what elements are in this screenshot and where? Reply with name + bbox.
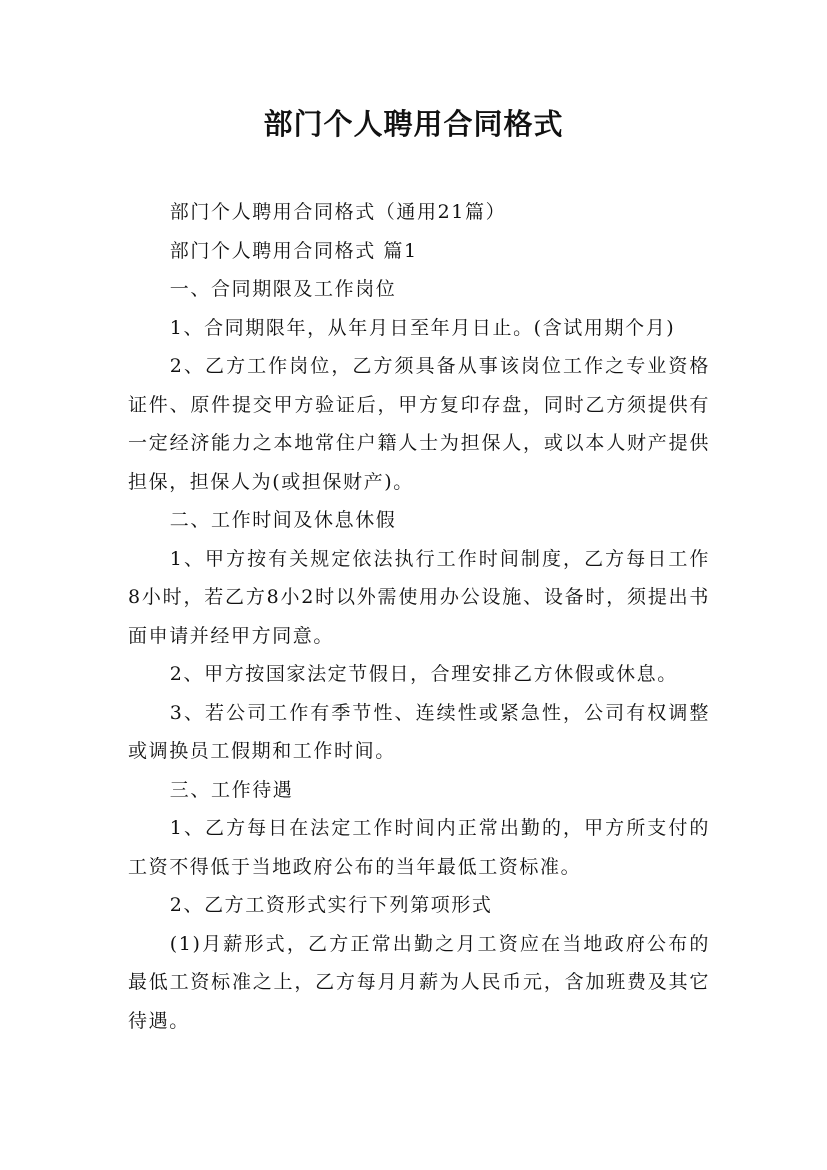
section-heading-1: 一、合同期限及工作岗位 <box>169 278 397 300</box>
paragraph-2-3: 3、若公司工作有季节性、连续性或紧急性，公司有权调整或调换员工假期和工作时间。 <box>128 701 710 762</box>
paragraph-3-2: 2、乙方工资形式实行下列第项形式 <box>169 894 493 916</box>
paragraph-subtitle: 部门个人聘用合同格式（通用21篇） <box>169 201 507 223</box>
paragraph-2-1: 1、甲方按有关规定依法执行工作时间制度，乙方每日工作8小时，若乙方8小2时以外需使用办公设施、设备时，须提出书面申请并经甲方同意。 <box>128 547 710 647</box>
paragraph-3-2-1: (1)月薪形式，乙方正常出勤之月工资应在当地政府公布的最低工资标准之上，乙方每月月薪为人民币元，含加班费及其它待遇。 <box>128 932 710 1032</box>
section-heading-3: 三、工作待遇 <box>169 778 294 801</box>
paragraph-1-1: 1、合同期限年，从年月日至年月日止。(含试用期个月) <box>169 316 676 339</box>
section-heading-2: 二、工作时间及休息休假 <box>169 509 397 531</box>
paragraph-article-heading: 部门个人聘用合同格式 篇1 <box>169 239 418 262</box>
paragraph-3-1: 1、乙方每日在法定工作时间内正常出勤的，甲方所支付的工资不得低于当地政府公布的当年最低工资标准。 <box>128 817 710 878</box>
paragraph-2-2: 2、甲方按国家法定节假日，合理安排乙方休假或休息。 <box>169 663 678 685</box>
document-body <box>128 193 710 1040</box>
paragraph-1-2: 2、乙方工作岗位，乙方须具备从事该岗位工作之专业资格证件、原件提交甲方验证后，甲方复印存盘，同时乙方须提供有一定经济能力之本地常住户籍人士为担保人，或以本人财产提供担保，担保人为(或担保财产)。 <box>128 355 710 493</box>
document-title: 部门个人聘用合同格式 <box>263 107 564 141</box>
